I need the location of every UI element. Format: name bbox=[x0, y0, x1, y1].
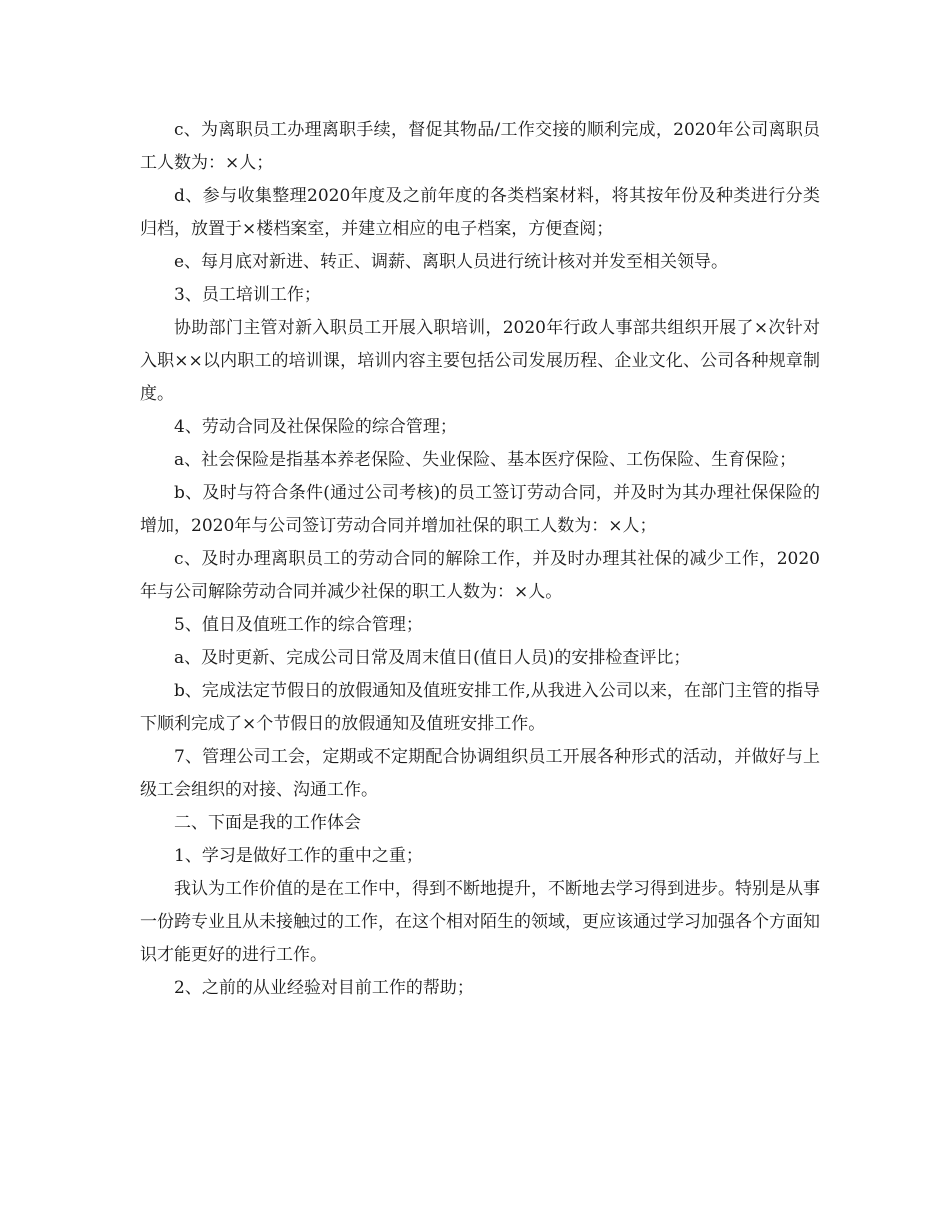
paragraph: c、及时办理离职员工的劳动合同的解除工作，并及时办理其社保的减少工作，2020年与公司解除劳动合同并减少社保的职工人数为：×人。 bbox=[140, 549, 820, 602]
section-heading: 1、学习是做好工作的重中之重； bbox=[174, 846, 423, 866]
section-heading: 5、值日及值班工作的综合管理； bbox=[174, 615, 423, 635]
paragraph: 我认为工作价值的是在工作中，得到不断地提升，不断地去学习得到进步。特别是从事一份跨专业且从未接触过的工作，在这个相对陌生的领域，更应该通过学习加强各个方面知识才能更好的进行工作。 bbox=[140, 879, 820, 965]
document-body bbox=[140, 114, 820, 1005]
paragraph: e、每月底对新进、转正、调薪、离职人员进行统计核对并发至相关领导。 bbox=[174, 252, 729, 272]
paragraph: 7、管理公司工会，定期或不定期配合协调组织员工开展各种形式的活动，并做好与上级工会组织的对接、沟通工作。 bbox=[140, 747, 820, 800]
paragraph: d、参与收集整理2020年度及之前年度的各类档案材料，将其按年份及种类进行分类归档，放置于×楼档案室，并建立相应的电子档案，方便查阅； bbox=[140, 186, 820, 239]
paragraph: c、为离职员工办理离职手续，督促其物品/工作交接的顺利完成，2020年公司离职员工人数为：×人； bbox=[140, 120, 820, 173]
paragraph: a、及时更新、完成公司日常及周末值日(值日人员)的安排检查评比； bbox=[174, 648, 691, 668]
section-heading: 4、劳动合同及社保保险的综合管理； bbox=[174, 417, 457, 437]
section-heading: 二、下面是我的工作体会 bbox=[174, 813, 361, 833]
paragraph: a、社会保险是指基本养老保险、失业保险、基本医疗保险、工伤保险、生育保险； bbox=[174, 450, 797, 470]
paragraph: b、完成法定节假日的放假通知及值班安排工作,从我进入公司以来，在部门主管的指导下顺利完成了×个节假日的放假通知及值班安排工作。 bbox=[140, 681, 820, 734]
section-heading: 3、员工培训工作； bbox=[174, 285, 321, 305]
section-heading: 2、之前的从业经验对目前工作的帮助； bbox=[174, 978, 474, 998]
paragraph: 协助部门主管对新入职员工开展入职培训，2020年行政人事部共组织开展了×次针对入职××以内职工的培训课，培训内容主要包括公司发展历程、企业文化、公司各种规章制度。 bbox=[140, 318, 820, 404]
paragraph: b、及时与符合条件(通过公司考核)的员工签订劳动合同，并及时为其办理社保保险的增加，2020年与公司签订劳动合同并增加社保的职工人数为：×人； bbox=[140, 483, 820, 536]
